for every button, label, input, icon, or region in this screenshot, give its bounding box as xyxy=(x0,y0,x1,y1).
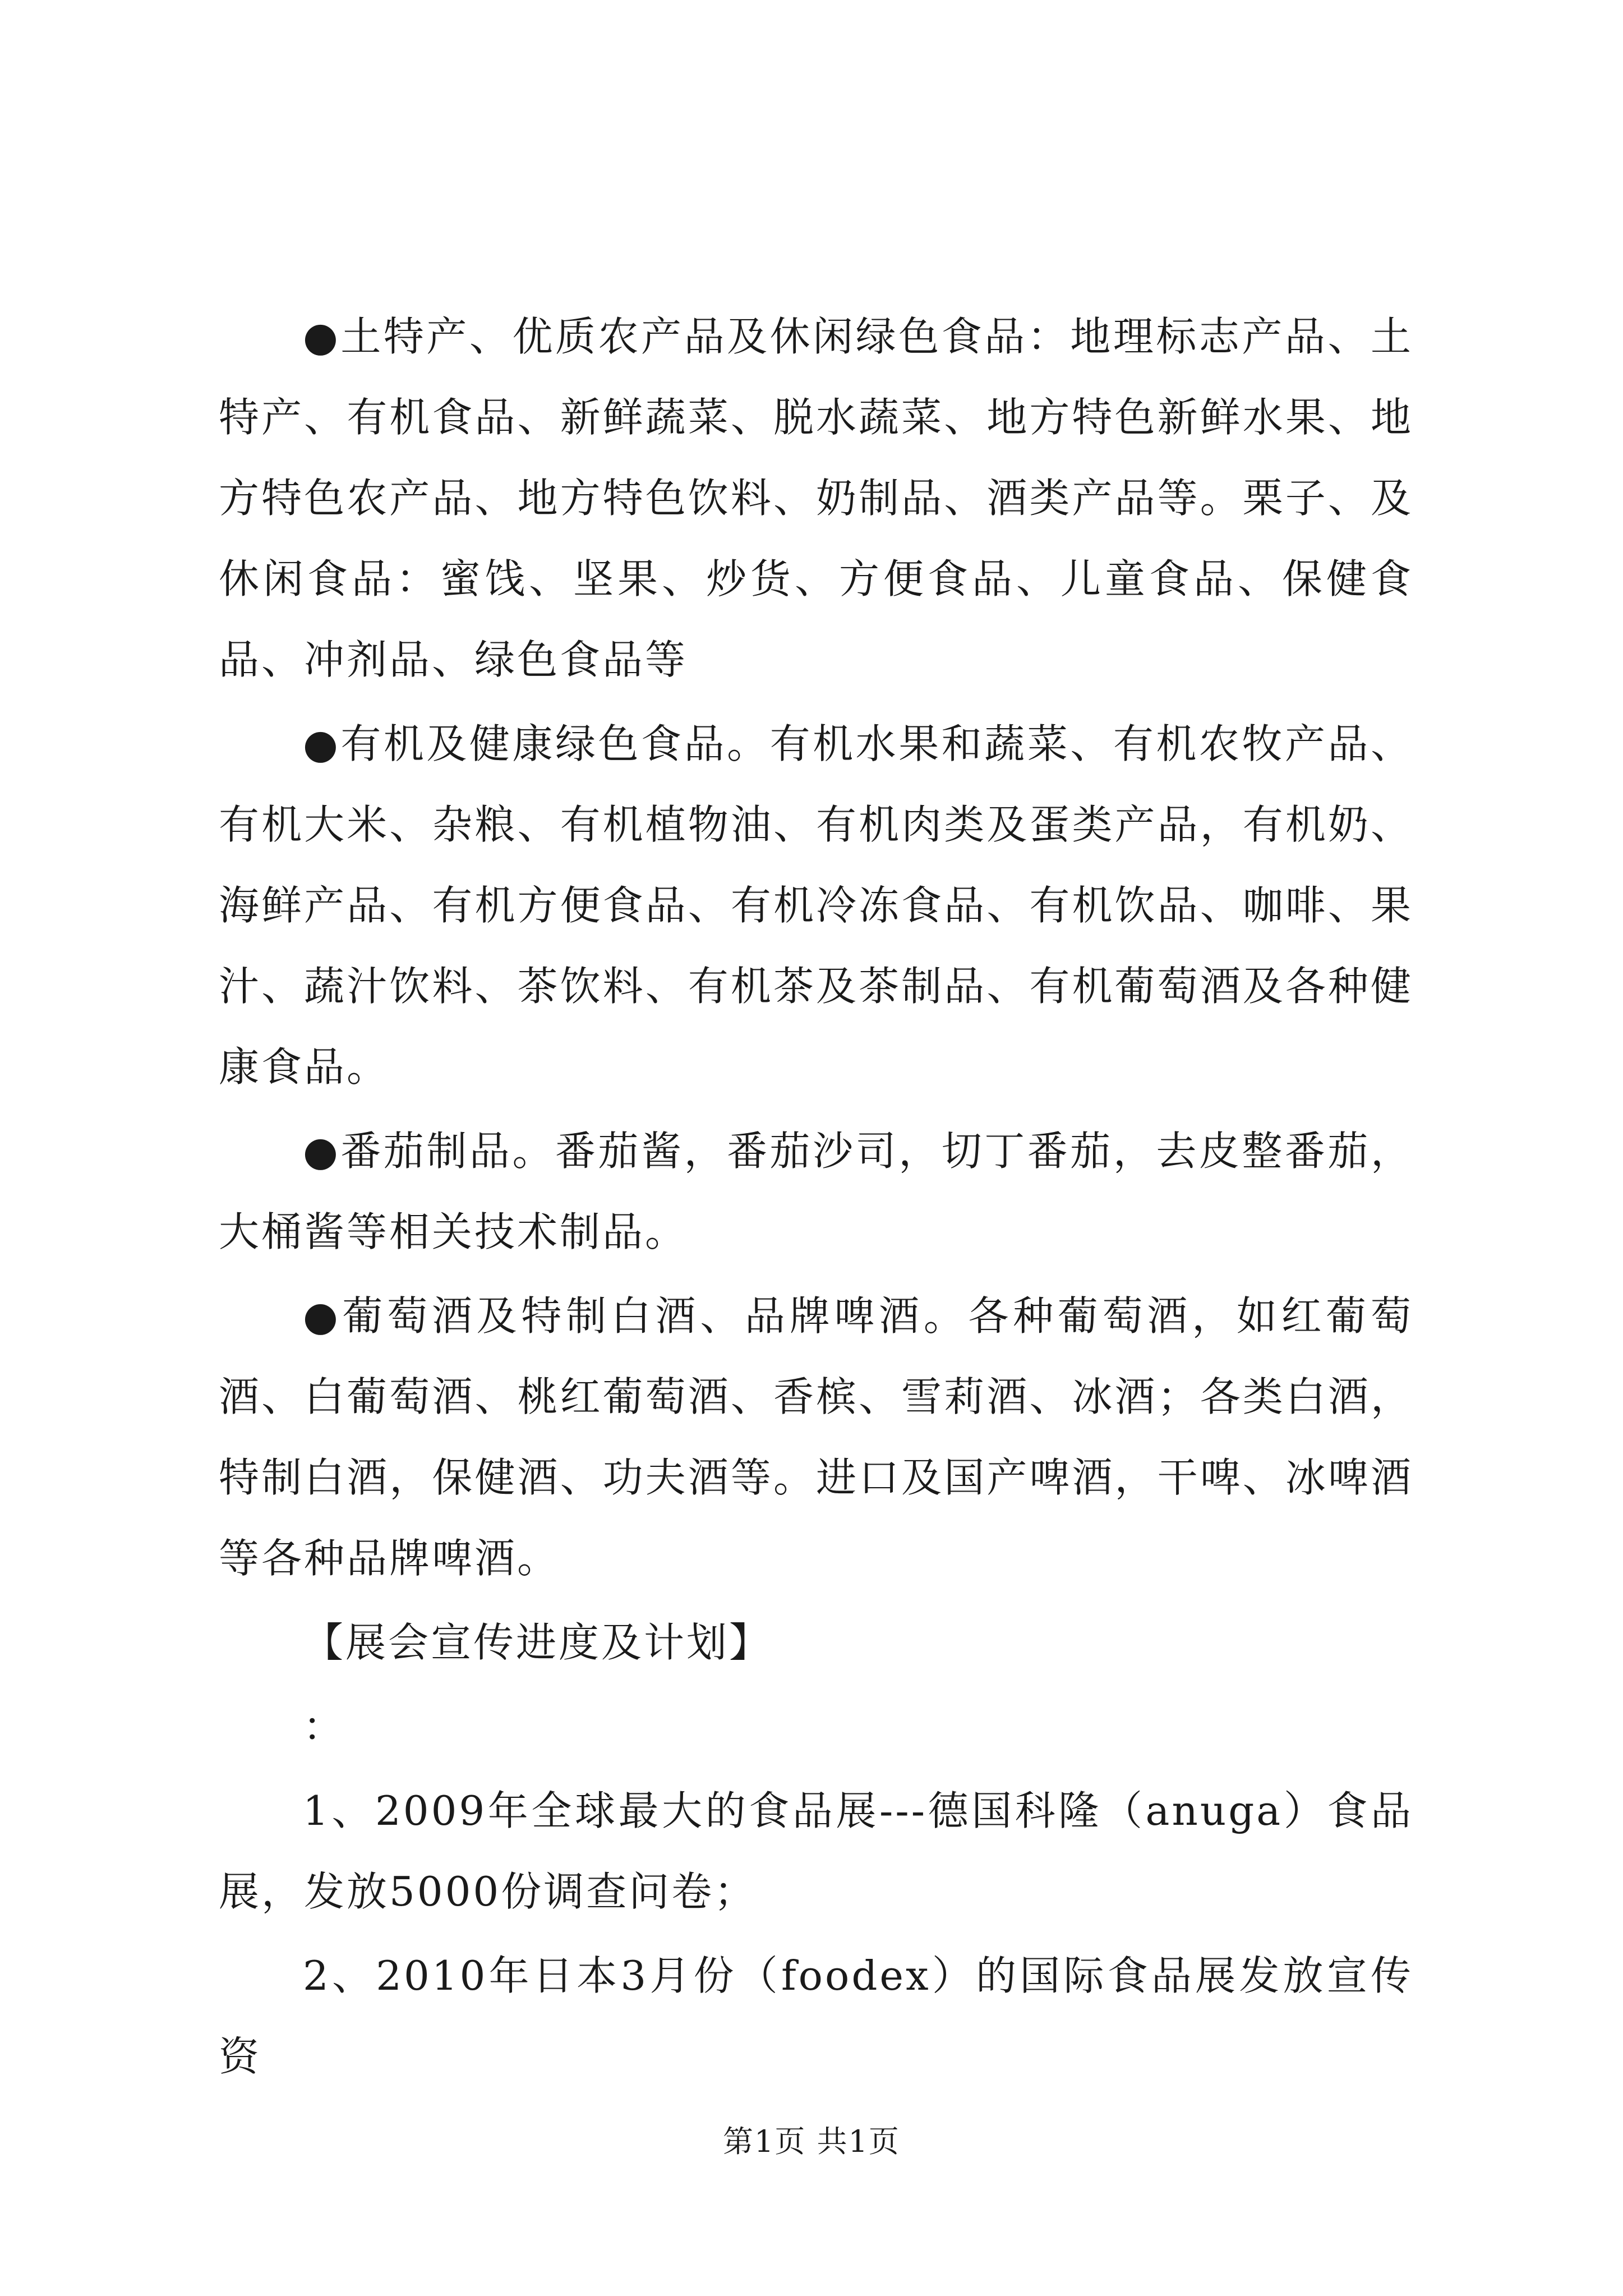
paragraph-wine-liquor-beer: ●葡萄酒及特制白酒、品牌啤酒。各种葡萄酒，如红葡萄酒、白葡萄酒、桃红葡萄酒、香槟、雪莉酒、冰酒；各类白酒，特制白酒，保健酒、功夫酒等。进口及国产啤酒，干啤、冰啤酒等各种品牌啤酒。 xyxy=(219,1292,1413,1582)
page-footer: 第1页 共1页 xyxy=(723,2124,900,2159)
paragraph-tomato-products: ●番茄制品。番茄酱，番茄沙司，切丁番茄，去皮整番茄，大桶酱等相关技术制品。 xyxy=(219,1128,1413,1255)
section-heading-promotion-plan: 【展会宣传进度及计划】 xyxy=(303,1619,772,1666)
paragraph-colon: ： xyxy=(303,1703,346,1750)
list-item-1: 1、2009年全球最大的食品展---德国科隆（anuga）食品展，发放5000份调查问卷； xyxy=(219,1787,1413,1915)
document-body xyxy=(219,296,1413,2100)
paragraph-local-specialty-foods: ●土特产、优质农产品及休闲绿色食品：地理标志产品、土特产、有机食品、新鲜蔬菜、脱水蔬菜、地方特色新鲜水果、地方特色农产品、地方特色饮料、奶制品、酒类产品等。栗子、及休闲食品：蜜饯、坚果、炒货、方便食品、儿童食品、保健食品、冲剂品、绿色食品等 xyxy=(219,313,1413,683)
list-item-2: 2、2010年日本3月份（foodex）的国际食品展发放宣传资 xyxy=(219,1952,1413,2080)
paragraph-organic-foods: ●有机及健康绿色食品。有机水果和蔬菜、有机农牧产品、有机大米、杂粮、有机植物油、有机肉类及蛋类产品，有机奶、海鲜产品、有机方便食品、有机冷冻食品、有机饮品、咖啡、果汁、蔬汁饮料、茶饮料、有机茶及茶制品、有机葡萄酒及各种健康食品。 xyxy=(219,720,1413,1091)
